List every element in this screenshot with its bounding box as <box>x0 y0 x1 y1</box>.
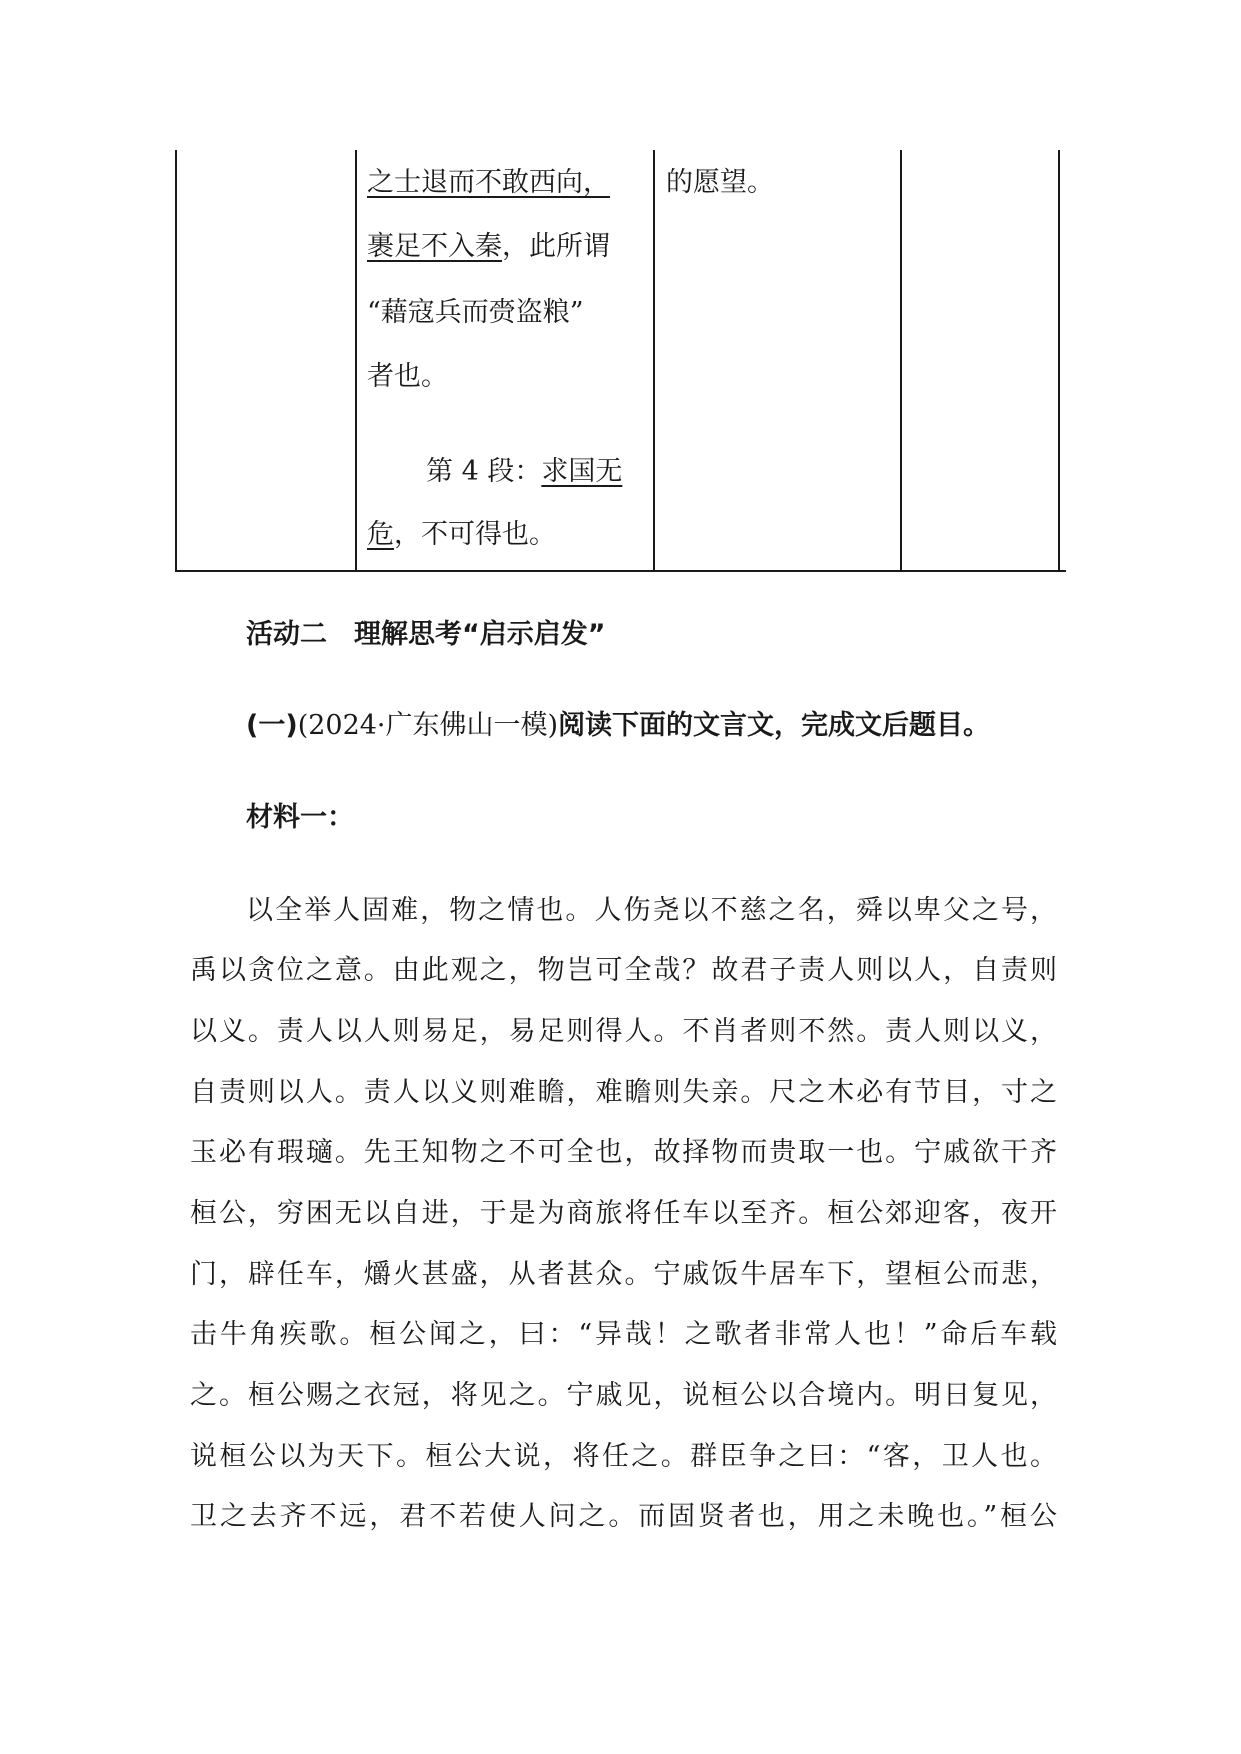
underlined-text: 之士退而不敢西向， <box>367 167 610 198</box>
passage-line: 自责则以人。责人以义则难瞻，难瞻则失亲。尺之木必有节目，寸之 <box>190 1077 1058 1108</box>
source-line <box>246 709 990 743</box>
plain-text: 者也。 <box>367 361 448 392</box>
passage-line: 门，辟任车，爝火甚盛，从者甚众。宁戚饭牛居车下，望桓公而悲， <box>190 1259 1058 1290</box>
instruction-text: 阅读下面的文言文，完成文后题目。 <box>558 710 991 741</box>
table-cell-line-4 <box>367 360 448 393</box>
passage-line: 击牛角疾歌。桓公闻之，曰：“异哉！之歌者非常人也！”命后车载 <box>190 1319 1058 1350</box>
source-citation: (2024·广东佛山一模) <box>297 710 559 741</box>
passage-line: 说桓公以为天下。桓公大说，将任之。群臣争之曰：“客，卫人也。 <box>190 1441 1058 1472</box>
passage-line: 以全举人固难，物之情也。人伤尧以不慈之名，舜以卑父之号， <box>246 895 1058 926</box>
table-border-col2 <box>653 150 655 572</box>
table-cell-col3 <box>666 166 774 199</box>
section-label: (一) <box>246 710 298 741</box>
table-cell-para4-line-1 <box>426 455 622 488</box>
passage-line: 以义。责人以人则易足，易足则得人。不肖者则不然。责人则以义， <box>190 1016 1058 1047</box>
underlined-text: 求国无 <box>541 456 623 487</box>
passage-line: 之。桓公赐之衣冠，将见之。宁戚见，说桓公以合境内。明日复见， <box>190 1380 1058 1411</box>
plain-text: 的愿望。 <box>666 167 774 198</box>
passage-line: 禹以贪位之意。由此观之，物岂可全哉？故君子责人则以人，自责则 <box>190 955 1058 986</box>
passage-line: 桓公，穷困无以自进，于是为商旅将任车以至齐。桓公郊迎客，夜开 <box>190 1198 1058 1229</box>
table-cell-line-2 <box>367 230 610 263</box>
table-cell-line-1 <box>367 166 610 199</box>
passage-line: 玉必有瑕瓋。先王知物之不可全也，故择物而贵取一也。宁戚欲干齐 <box>190 1137 1058 1168</box>
underlined-text: 危 <box>367 519 394 550</box>
plain-text: ，不可得也。 <box>394 519 556 550</box>
paragraph-number-label: 第 4 段： <box>426 456 542 487</box>
underlined-text: 裹足不入秦 <box>367 231 502 262</box>
table-cell-line-3 <box>367 296 584 329</box>
table-border-left <box>175 150 177 572</box>
table-border-bottom <box>175 570 1066 572</box>
table-border-col3 <box>900 150 902 572</box>
plain-text: ，此所谓 <box>502 231 610 262</box>
quote-text: “藉寇兵而赍盗粮” <box>367 297 584 328</box>
table-cell-para4-line-2 <box>367 518 556 551</box>
activity-heading: 活动二 理解思考“启示启发” <box>246 619 606 650</box>
passage-line: 卫之去齐不远，君不若使人问之。而固贤者也，用之未晚也。”桓公 <box>190 1501 1058 1532</box>
table-border-col1 <box>355 150 357 572</box>
table-fragment <box>0 0 1241 580</box>
material-label: 材料一： <box>246 802 354 833</box>
table-border-right <box>1058 150 1060 572</box>
